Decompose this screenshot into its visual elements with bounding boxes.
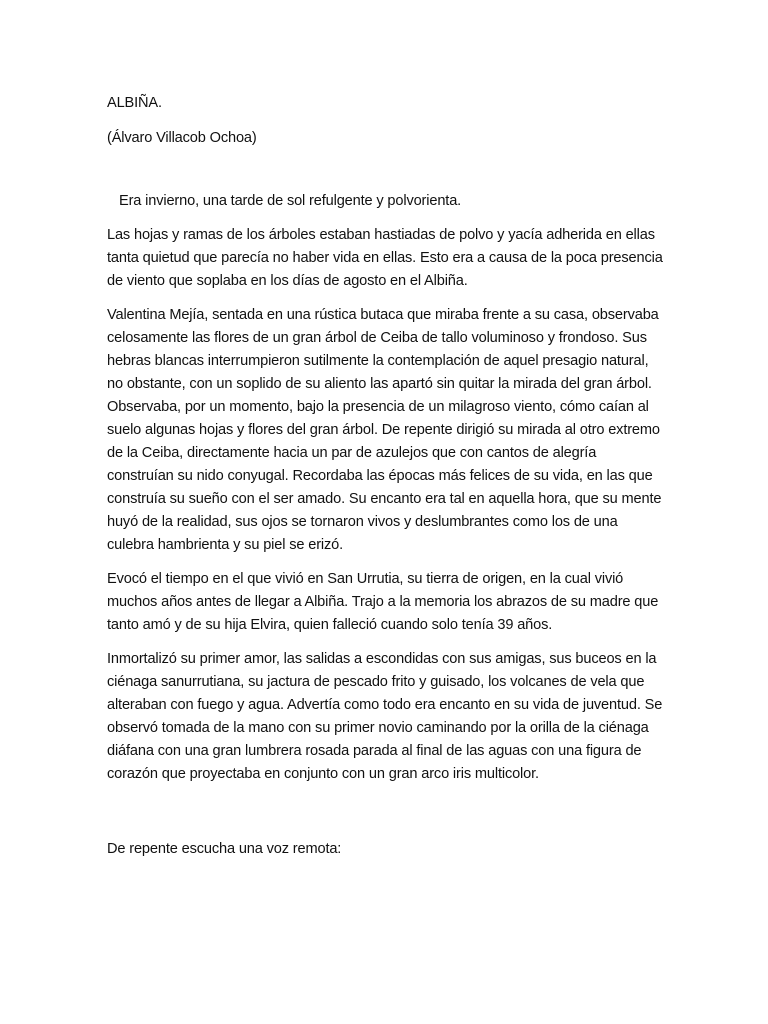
closing-line: De repente escucha una voz remota: — [107, 841, 342, 857]
opening-line: Era invierno, una tarde de sol refulgente y polvorienta. — [119, 193, 462, 209]
document-author: (Álvaro Villacob Ochoa) — [107, 130, 257, 146]
paragraph: Valentina Mejía, sentada en una rústica butaca que miraba frente a su casa, observaba celosamente las flores de un gran árbol de Ceiba de tallo voluminoso y frondoso. Sus hebras blancas interrumpieron sutilmente la contemplación de aquel presagio natural, no obstante, con un soplido de su aliento las apartó sin quitar la mirada del gran árbol. Observaba, por un momento, bajo la presencia de un milagroso viento, cómo caían al suelo algunas hojas y flores del gran árbol. De repente dirigió su mirada al otro extremo de la Ceiba, directamente hacia un par de azulejos que con cantos de alegría construían su nido conyugal. Recordaba las épocas más felices de su vida, en las que construía su sueño con el ser amado. Su encanto era tal en aquella hora, que su mente huyó de la realidad, sus ojos se tornaron vivos y deslumbrantes como los de una culebra hambrienta y su piel se erizó. — [107, 307, 662, 553]
paragraph: Las hojas y ramas de los árboles estaban hastiadas de polvo y yacía adherida en ellas tanta quietud que parecía no haber vida en ellas. Esto era a causa de la poca presencia de viento que soplaba en los días de agosto en el Albiña. — [107, 227, 663, 289]
document-title: ALBIÑA. — [107, 95, 162, 111]
paragraph: Inmortalizó su primer amor, las salidas a escondidas con sus amigas, sus buceos en la ciénaga sanurrutiana, su jactura de pescado frito y guisado, los volcanes de vela que alteraban con fuego y agua. Advertía como todo era encanto en su vida de juventud. Se observó tomada de la mano con su primer novio caminando por la orilla de la ciénaga diáfana con una gran lumbrera rosada parada al final de las aguas con una figura de corazón que proyectaba en conjunto con un gran arco iris multicolor. — [107, 651, 663, 782]
document-page — [107, 92, 663, 861]
paragraph: Evocó el tiempo en el que vivió en San Urrutia, su tierra de origen, en la cual vivió muchos años antes de llegar a Albiña. Trajo a la memoria los abrazos de su madre que tanto amó y de su hija Elvira, quien falleció cuando solo tenía 39 años. — [107, 571, 659, 633]
